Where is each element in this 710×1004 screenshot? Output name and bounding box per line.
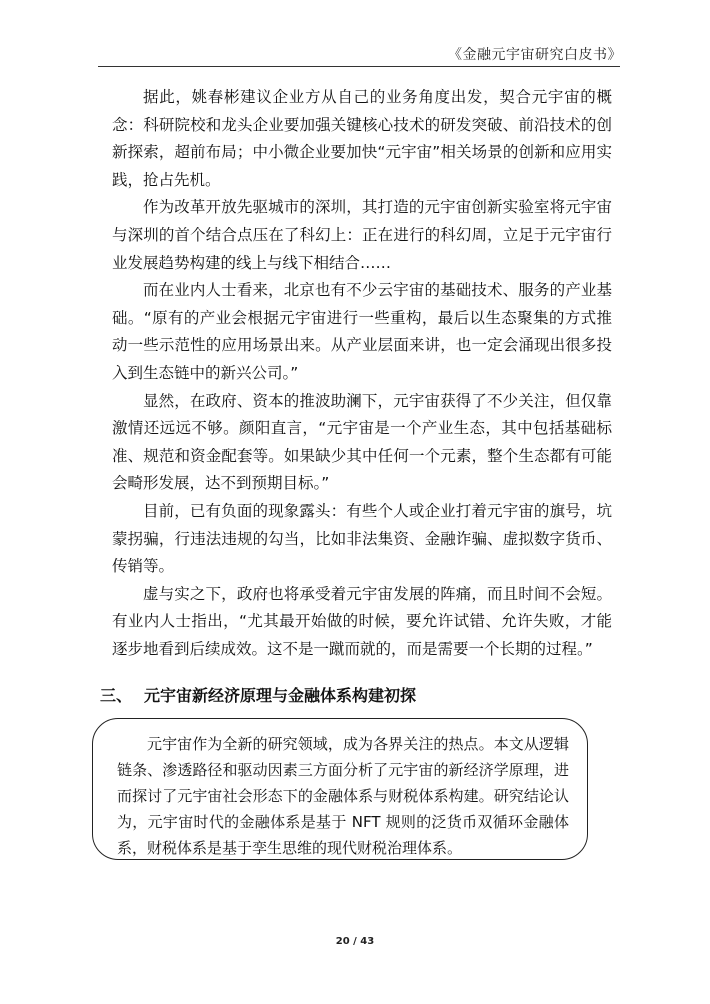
section-heading xyxy=(100,684,620,708)
document-header-title: 《金融元宇宙研究白皮书》 xyxy=(448,47,622,63)
abstract-box xyxy=(92,718,588,860)
header-divider xyxy=(98,66,620,67)
paragraph: 显然，在政府、资本的推波助澜下，元宇宙获得了不少关注，但仅靠激情还远远不够。颜阳直言，“元宇宙是一个产业生态，其中包括基础标准、规范和资金配套等。如果缺少其中任何一个元素，整个生态都有可能会畸形发展，达不到预期目标。” xyxy=(112,391,612,493)
section-number: 三、 xyxy=(100,686,133,705)
page-number: 20 / 43 xyxy=(335,936,375,947)
paragraph: 据此，姚春彬建议企业方从自己的业务角度出发，契合元宇宙的概念：科研院校和龙头企业要加强关键核心技术的研发突破、前沿技术的创新探索，超前布局；中小微企业要加快“元宇宙”相关场景的创新和应用实践，抢占先机。 xyxy=(112,88,612,189)
paragraph: 虚与实之下，政府也将承受着元宇宙发展的阵痛，而且时间不会短。有业内人士指出，“尤其最开始做的时候，要允许试错、允许失败，才能逐步地看到后续成效。这不是一蹴而就的，而是需要一个长期的过程。” xyxy=(112,584,612,658)
paragraph: 作为改革开放先驱城市的深圳，其打造的元宇宙创新实验室将元宇宙与深圳的首个结合点压在了科幻上：正在进行的科幻周，立足于元宇宙行业发展趋势构建的线上与线下相结合…… xyxy=(112,198,612,272)
body-text xyxy=(112,84,612,663)
paragraph: 而在业内人士看来，北京也有不少云宇宙的基础技术、服务的产业基础。“原有的产业会根据元宇宙进行一些重构，最后以生态聚集的方式推动一些示范性的应用场景出来。从产业层面来讲，也一定会涌现出很多投入到生态链中的新兴公司。” xyxy=(112,281,612,382)
paragraph: 目前，已有负面的现象露头：有些个人或企业打着元宇宙的旗号，坑蒙拐骗，行违法违规的勾当，比如非法集资、金融诈骗、虚拟数字货币、传销等。 xyxy=(112,501,612,576)
abstract-text: 元宇宙作为全新的研究领域，成为各界关注的热点。本文从逻辑链条、渗透路径和驱动因素三方面分析了元宇宙的新经济学原理，进而探讨了元宇宙社会形态下的金融体系与财税体系构建。研究结论认为，元宇宙时代的金融体系是基于 NFT 规则的泛货币双循环金融体系，财税体系是基于孪生思维的现代财税治理体系。 xyxy=(117,735,569,857)
section-title: 元宇宙新经济原理与金融体系构建初探 xyxy=(144,686,417,705)
